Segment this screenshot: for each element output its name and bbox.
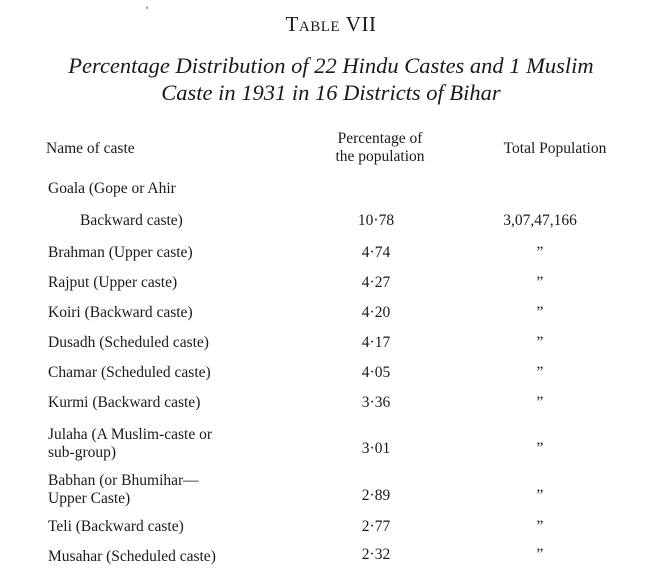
percentage-value: 4·17 <box>361 334 391 351</box>
caste-name-continued: Backward caste) <box>80 212 183 229</box>
header-percentage <box>320 130 440 166</box>
percentage-value: 2·32 <box>361 546 391 563</box>
caste-name: Chamar (Scheduled caste) <box>48 364 211 381</box>
table-label-first: T <box>285 12 299 36</box>
caste-name: Brahman (Upper caste) <box>48 244 193 261</box>
table-title-line-1: Percentage Distribution of 22 Hindu Castes and 1 Muslim <box>68 53 594 78</box>
caste-name: Babhan (or Bhumihar— <box>48 472 199 489</box>
caste-name: Musahar (Scheduled caste) <box>48 548 216 565</box>
caste-name: Teli (Backward caste) <box>48 518 184 535</box>
total-population-value: ” <box>536 364 544 381</box>
total-population-value: ” <box>536 274 544 291</box>
table-title-line-2: Caste in 1931 in 16 Districts of Bihar <box>161 80 501 105</box>
caste-name-continued: Upper Caste) <box>48 490 131 507</box>
percentage-value: 4·74 <box>361 244 391 261</box>
percentage-value: 4·27 <box>361 274 391 291</box>
table-label <box>0 12 662 37</box>
total-population-value: ” <box>536 394 544 411</box>
header-percentage-line-1: Percentage of <box>337 130 423 147</box>
stray-mark: ' <box>146 3 149 17</box>
caste-name: Kurmi (Backward caste) <box>48 394 201 411</box>
total-population-value: ” <box>536 546 544 563</box>
table-title <box>20 52 642 106</box>
header-percentage-line-2: the population <box>335 148 425 165</box>
caste-name: Julaha (A Muslim-caste or <box>48 426 213 443</box>
percentage-value: 4·05 <box>361 364 391 381</box>
percentage-value: 2·89 <box>361 487 391 504</box>
total-population-value: ” <box>536 304 544 321</box>
total-population-value: ” <box>536 440 544 457</box>
header-total-population: Total Population <box>503 140 607 157</box>
total-population-value: ” <box>536 518 544 535</box>
header-name-of-caste: Name of caste <box>46 140 135 157</box>
caste-name-continued: sub-group) <box>48 444 117 461</box>
table-label-rest: ABLE <box>298 19 341 35</box>
caste-name: Goala (Gope or Ahir <box>48 180 176 197</box>
table-label-number: VII <box>345 12 377 36</box>
percentage-value: 3·01 <box>361 440 391 457</box>
caste-name: Koiri (Backward caste) <box>48 304 193 321</box>
percentage-value: 3·36 <box>361 394 391 411</box>
percentage-value: 10·78 <box>357 212 395 229</box>
total-population-value: 3,07,47,166 <box>503 212 577 229</box>
caste-name: Rajput (Upper caste) <box>48 274 178 291</box>
total-population-value: ” <box>536 244 544 261</box>
total-population-value: ” <box>536 334 544 351</box>
caste-name: Dusadh (Scheduled caste) <box>48 334 209 351</box>
total-population-value: ” <box>536 487 544 504</box>
percentage-value: 2·77 <box>361 518 391 535</box>
percentage-value: 4·20 <box>361 304 391 321</box>
